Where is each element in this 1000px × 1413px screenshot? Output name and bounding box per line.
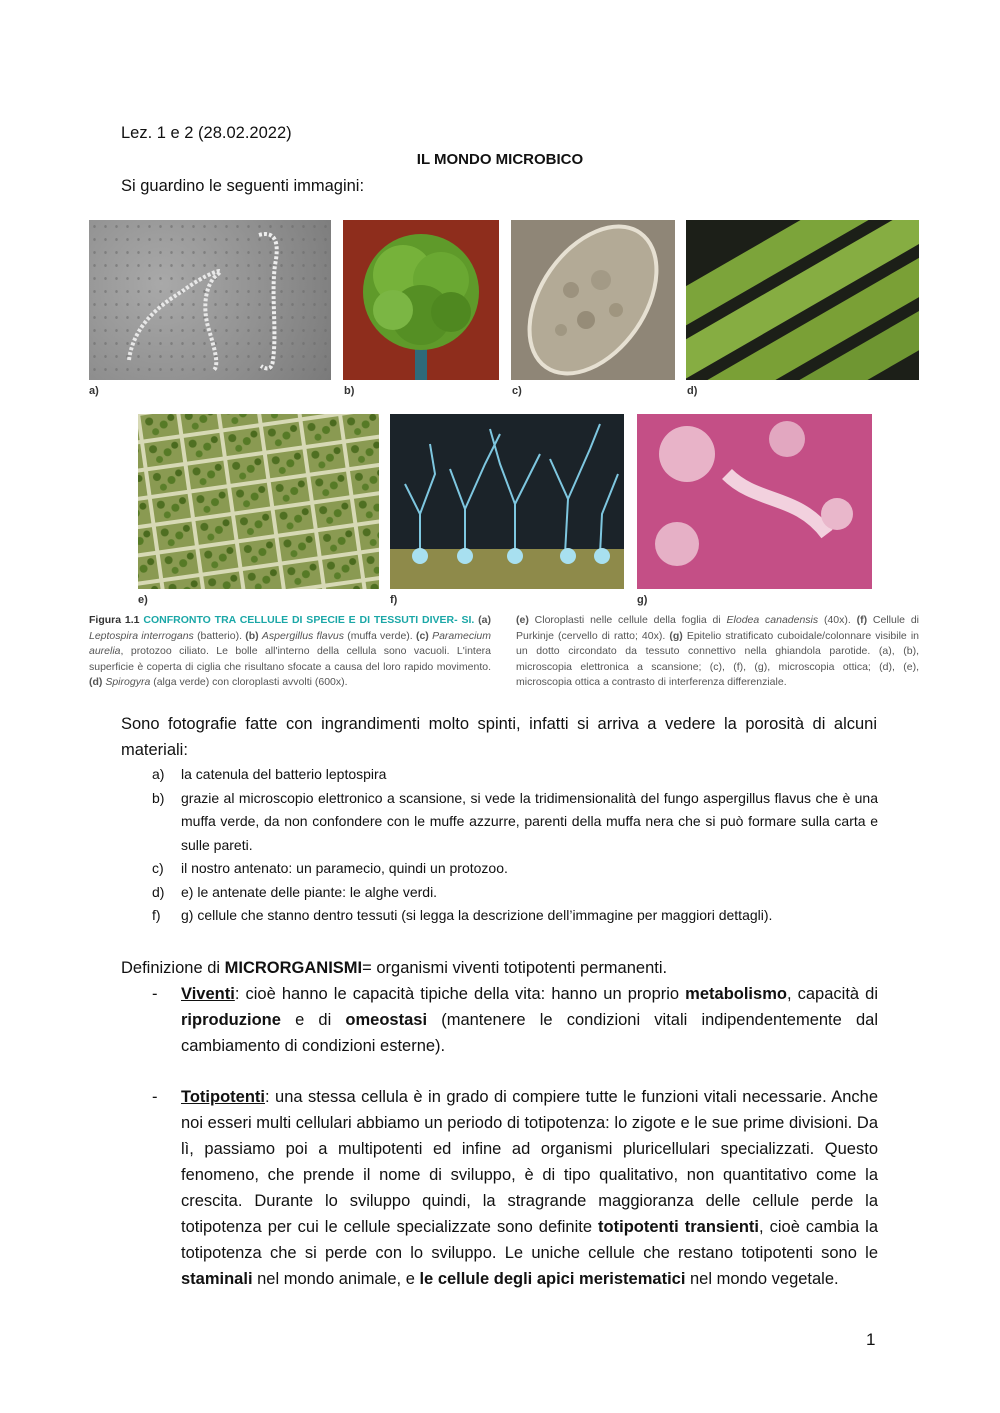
panel-label-d: d) <box>687 385 698 397</box>
list-item <box>152 857 878 881</box>
totipotenti-text-2: , cioè cambia la totipotenza che si perde con lo sviluppo. Le uniche cellule che restano totipotenti sono le <box>181 1218 878 1262</box>
intro-text: Si guardino le seguenti immagini: <box>121 177 365 195</box>
figure-panel-b-aspergillus <box>343 220 499 380</box>
caption-heading: CONFRONTO TRA CELLULE DI SPECIE E DI TESSUTI DIVER- <box>143 614 458 626</box>
list-item-text: g) cellule che stanno dentro tessuti (si legga la descrizione dell’immagine per maggiori dettagli). <box>181 907 773 923</box>
caption-name-c: Paramecium aurelia <box>89 629 491 657</box>
paragraph-intro: Sono fotografie fatte con ingrandimenti molto spinti, infatti si arriva a vedere la porosità di alcuni materiali: <box>121 715 877 759</box>
caption-tag-e: (e) <box>516 614 529 626</box>
list-item-text: il nostro antenato: un paramecio, quindi un protozoo. <box>181 860 508 876</box>
definition-term: MICRORGANISMI <box>224 959 363 977</box>
figure-caption-right <box>516 613 919 691</box>
list-marker: a) <box>152 766 165 782</box>
list-item <box>152 904 878 928</box>
caption-tag-b: (b) <box>245 629 259 642</box>
caption-name-d: Spirogyra <box>105 676 151 688</box>
bullet-dash: - <box>152 985 158 1003</box>
list-marker: f) <box>152 907 161 923</box>
panel-label-c: c) <box>512 385 522 397</box>
caption-name-e: Elodea canadensis <box>726 614 819 626</box>
totipotenti-bold-2: staminali <box>181 1270 253 1288</box>
caption-figure-number: Figura 1.1 <box>89 614 140 626</box>
caption-desc-b: (muffa verde). <box>347 629 413 642</box>
term-totipotenti: Totipotenti <box>181 1088 265 1106</box>
viventi-text-3: e di <box>280 1011 346 1029</box>
panel-label-a: a) <box>89 385 99 397</box>
list-item-text: e) le antenate delle piante: le alghe verdi. <box>181 883 438 900</box>
caption-tag-a: (a) <box>478 614 491 626</box>
definition-viventi <box>152 981 878 1059</box>
definition-pre: Definizione di <box>121 959 225 977</box>
caption-heading-end: SI. <box>461 614 475 626</box>
caption-tag-f: (f) <box>856 614 868 626</box>
totipotenti-bold-1: totipotenti transienti <box>598 1218 759 1236</box>
list-marker: c) <box>152 860 164 876</box>
panel-label-e: e) <box>138 594 148 606</box>
list-item <box>152 881 878 905</box>
viventi-text-1: : cioè hanno le capacità tipiche della vita: hanno un proprio <box>234 985 686 1003</box>
caption-tag-g: (g) <box>669 629 683 642</box>
viventi-bold-2: riproduzione <box>181 1011 281 1029</box>
definition-item-totipotenti <box>152 1084 878 1292</box>
page-title: IL MONDO MICROBICO <box>416 151 584 168</box>
definition-line <box>121 955 877 981</box>
caption-name-b: Aspergillus flavus <box>261 629 344 642</box>
lecture-header: Lez. 1 e 2 (28.02.2022) <box>121 124 292 142</box>
totipotenti-text-3: nel mondo animale, e <box>252 1270 420 1288</box>
figure-panel-e-elodea <box>138 414 379 589</box>
viventi-bold-3: omeostasi <box>345 1011 428 1029</box>
list-item <box>152 787 878 858</box>
list-marker: b) <box>152 789 165 806</box>
figure-panel-c-paramecium <box>511 220 675 380</box>
caption-tag-c: (c) <box>415 629 429 642</box>
caption-desc-e: (40x). <box>823 614 851 626</box>
panel-label-g: g) <box>637 594 648 606</box>
list-item-text: la catenula del batterio leptospira <box>181 766 387 782</box>
caption-desc-g: Epitelio stratificato cuboidale/colonnare visibile in un dotto circondato da tessuto connettivo nella ghiandola parotide. (a), (b), microscopia elettronica a scansione; (c), (f), (g), microscopia ottica; (d), (e), microscopia ottica a contrasto di interferenza differenziale. <box>516 629 919 688</box>
definition-item-viventi <box>152 981 878 1059</box>
bullet-dash: - <box>152 1088 158 1106</box>
list-item-text: grazie al microscopio elettronico a scansione, si vede la tridimensionalità del fungo aspergillus flavus che è una muffa verde, da non confondere con le muffe azzurre, parenti della muffa nera che si può formare sulla carta e sulle pareti. <box>181 789 878 853</box>
caption-text-e: Cloroplasti nelle cellule della foglia di <box>534 614 721 626</box>
image-description-list <box>152 763 878 928</box>
panel-label-f: f) <box>390 594 398 606</box>
caption-desc-c: , protozoo ciliato. Le bolle all'interno della cellula sono vacuoli. L'intera superficie è coperta di ciglia che risultano sfocate a causa del loro rapido movimento. <box>89 645 491 673</box>
panel-label-b: b) <box>344 385 355 397</box>
list-marker: d) <box>152 883 165 900</box>
page-number: 1 <box>866 1330 876 1349</box>
caption-desc-f: Cellule di Purkinje (cervello di ratto; 40x). <box>516 614 919 642</box>
definition-post: = organismi viventi totipotenti permanenti. <box>362 959 668 977</box>
caption-name-a: Leptospira interrogans <box>89 629 194 642</box>
figure-caption-left <box>89 613 491 691</box>
definition-totipotenti <box>152 1084 878 1292</box>
totipotenti-text-4: nel mondo vegetale. <box>685 1270 839 1288</box>
viventi-text-4: (mantenere le condizioni vitali indipendentemente dal cambiamento di condizioni esterne). <box>181 1011 878 1055</box>
caption-tag-d: (d) <box>89 676 103 688</box>
viventi-bold-1: metabolismo <box>685 985 787 1003</box>
list-item <box>152 763 878 787</box>
figure-panel-g-parotid <box>637 414 872 589</box>
caption-desc-d: (alga verde) con cloroplasti avvolti (600x). <box>153 676 348 688</box>
figure-panel-d-spirogyra <box>686 220 919 380</box>
figure-panel-f-purkinje <box>390 414 624 589</box>
term-viventi: Viventi <box>181 985 235 1003</box>
viventi-text-2: , capacità di <box>786 985 878 1003</box>
totipotenti-text-1: : una stessa cellula è in grado di compiere tutte le funzioni vitali necessarie. Anche noi esseri multi cellulari abbiamo un periodo di totipotenza: lo zigote e le sue prime divisioni. Da lì, passiamo poi a multipotenti ed infine ad organismi pluricellulari specializzati. Questo fenomeno, che prende il nome di sviluppo, è di tipo qualitativo, non quantitativo come la crescita. Durante lo sviluppo quindi, la stragrande maggioranza delle cellule perde la totipotenza per cui le cellule specializzate sono definite <box>181 1088 878 1236</box>
figure-panel-a-leptospira <box>89 220 331 380</box>
caption-desc-a: (batterio). <box>197 629 242 642</box>
totipotenti-bold-3: le cellule degli apici meristematici <box>419 1270 686 1288</box>
